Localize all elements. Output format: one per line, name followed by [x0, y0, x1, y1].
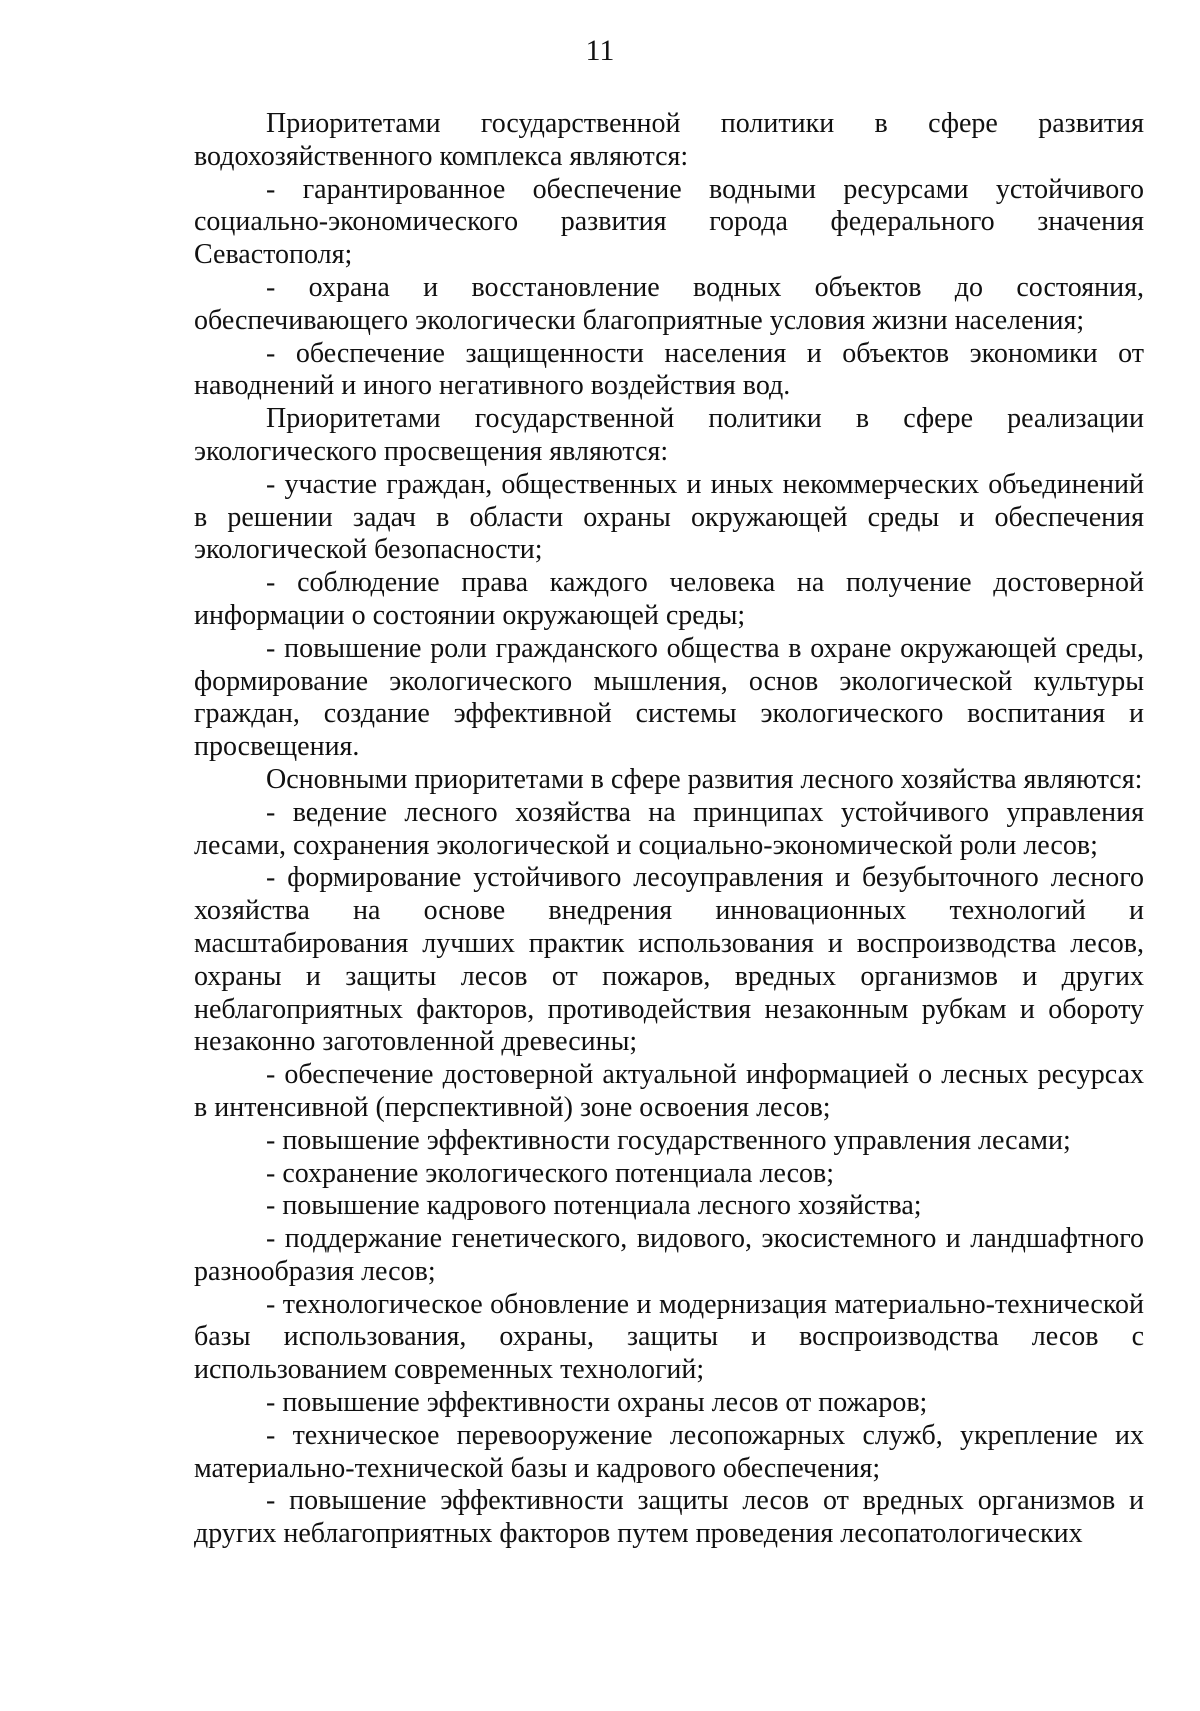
- list-item-flood-protection: - обеспечение защищенности населения и объектов экономики от наводнений и иного негативного воздействия вод.: [194, 337, 1144, 402]
- list-item-right-to-information: - соблюдение права каждого человека на получение достоверной информации о состоянии окружающей среды;: [194, 567, 1144, 631]
- list-item-civil-society-role: - повышение роли гражданского общества в охране окружающей среды, формирование экологического мышления, основ экологической культуры граждан, создание эффективной системы экологического воспитания и просвещения.: [194, 632, 1144, 763]
- list-item-fire-services-rearmament: - техническое перевооружение лесопожарных служб, укрепление их материально-технической базы и кадрового обеспечения;: [194, 1419, 1144, 1484]
- list-item-ecological-potential: - сохранение экологического потенциала лесов;: [266, 1157, 834, 1189]
- list-item-forest-management: - формирование устойчивого лесоуправления и безубыточного лесного хозяйства на основе внедрения инновационных технологий и масштабирования лучших практик использования и воспроизводства лесов, охраны и защиты лесов от пожаров, вредных организмов и других неблагоприятных факторов, противодействия незаконным рубкам и обороту незаконно заготовленной древесины;: [194, 862, 1144, 1058]
- list-item-citizen-participation: - участие граждан, общественных и иных некоммерческих объединений в решении задач в области охраны окружающей среды и обеспечения экологической безопасности;: [194, 468, 1144, 566]
- list-item-fire-protection: - повышение эффективности охраны лесов от пожаров;: [266, 1387, 928, 1419]
- document-body: [194, 108, 1144, 1551]
- list-item-pest-protection: - повышение эффективности защиты лесов от вредных организмов и других неблагоприятных факторов путем проведения лесопатологических: [194, 1485, 1144, 1550]
- list-item-state-management: - повышение эффективности государственного управления лесами;: [266, 1124, 1071, 1156]
- page-number: 11: [585, 34, 615, 67]
- list-item-biodiversity: - поддержание генетического, видового, экосистемного и ландшафтного разнообразия лесов;: [194, 1223, 1144, 1287]
- list-item-water-supply: - гарантированное обеспечение водными ресурсами устойчивого социально-экономического развития города федерального значения Севастополя;: [194, 173, 1144, 271]
- list-item-sustainable-forestry: - ведение лесного хозяйства на принципах устойчивого управления лесами, сохранения экологической и социально-экономической роли лесов;: [194, 796, 1144, 861]
- list-item-forest-information: - обеспечение достоверной актуальной информацией о лесных ресурсах в интенсивной (перспективной) зоне освоения лесов;: [194, 1059, 1144, 1123]
- paragraph-forestry-intro: Основными приоритетами в сфере развития лесного хозяйства являются:: [266, 763, 1143, 795]
- list-item-technical-modernization: - технологическое обновление и модернизация материально-технической базы использования, охраны, защиты и воспроизводства лесов с использованием современных технологий;: [194, 1288, 1144, 1386]
- paragraph-eco-education-intro: Приоритетами государственной политики в сфере реализации экологического просвещения являются:: [194, 403, 1144, 467]
- paragraph-water-priorities-intro: Приоритетами государственной политики в сфере развития водохозяйственного комплекса являются:: [194, 108, 1144, 172]
- list-item-water-protection: - охрана и восстановление водных объектов до состояния, обеспечивающего экологически благоприятные условия жизни населения;: [194, 271, 1144, 336]
- list-item-staff-potential: - повышение кадрового потенциала лесного хозяйства;: [266, 1190, 922, 1222]
